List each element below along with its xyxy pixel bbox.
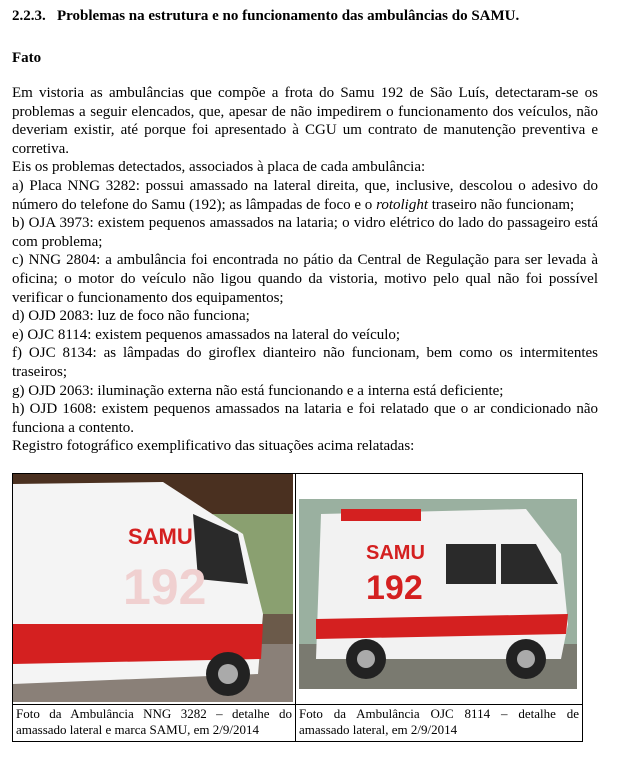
item-text: traseiro não funcionam; bbox=[428, 196, 575, 213]
section-title: Problemas na estrutura e no funcionamento das ambulâncias do SAMU. bbox=[57, 8, 520, 24]
ambulance-photo-1 bbox=[13, 474, 293, 702]
list-item: h) OJD 1608: existem pequenos amassados na lataria e foi relatado que o ar condicionado não funciona a contento. bbox=[12, 401, 598, 436]
list-item: e) OJC 8114: existem pequenos amassados na lateral do veículo; bbox=[12, 326, 401, 343]
item-italic: rotolight bbox=[376, 196, 429, 213]
paragraph: Em vistoria as ambulâncias que compõe a frota do Samu 192 de São Luís, detectaram-se os problemas a seguir elencados, que, apesar de não impedirem o funcionamento dos veículos, não deveriam existir, até porque foi apresentado à CGU um contrato de manutenção preventiva e corretiva. bbox=[12, 85, 598, 157]
item-text: a) Placa NNG 3282: possui amassado na lateral direita, que, inclusive, descolou o adesivo do número do telefone do Samu (192); as lâmpadas de foco e o bbox=[12, 177, 598, 213]
section-heading bbox=[12, 8, 519, 25]
samu-logo-text: SAMU bbox=[128, 524, 193, 549]
list-item: c) NNG 2804: a ambulância foi encontrada no pátio da Central de Regulação para ser levada à oficina; o motor do veículo não ligou quando da vistoria, motivo pelo qual não foi possível verificar o funcionamento dos equipamentos; bbox=[12, 252, 598, 306]
photo-cell bbox=[296, 474, 583, 705]
list-item: g) OJD 2063: iluminação externa não está funcionando e a interna está deficiente; bbox=[12, 382, 504, 399]
photo-caption: Foto da Ambulância OJC 8114 – detalhe de amassado lateral, em 2/9/2014 bbox=[296, 705, 583, 742]
subheading: Fato bbox=[12, 50, 42, 66]
paragraph: Eis os problemas detectados, associados à placa de cada ambulância: bbox=[12, 159, 426, 176]
photo-cell bbox=[13, 474, 296, 705]
ambulance-photo-2 bbox=[296, 474, 581, 702]
phone-number-sticker: 192 bbox=[123, 559, 207, 615]
samu-logo-text: SAMU bbox=[366, 542, 425, 564]
photo-intro: Registro fotográfico exemplificativo das situações acima relatadas: bbox=[12, 438, 415, 455]
body-text bbox=[12, 84, 598, 456]
section-number: 2.2.3. bbox=[12, 8, 46, 24]
list-item: f) OJC 8134: as lâmpadas do giroflex dianteiro não funcionam, bem como os intermitentes traseiros; bbox=[12, 345, 598, 380]
photo-table bbox=[12, 473, 583, 742]
photo-caption: Foto da Ambulância NNG 3282 – detalhe do amassado lateral e marca SAMU, em 2/9/2014 bbox=[13, 705, 296, 742]
list-item: d) OJD 2083: luz de foco não funciona; bbox=[12, 308, 250, 325]
phone-number: 192 bbox=[366, 569, 423, 607]
list-item bbox=[12, 177, 598, 214]
list-item: b) OJA 3973: existem pequenos amassados na lataria; o vidro elétrico do lado do passageiro está com problema; bbox=[12, 215, 598, 250]
